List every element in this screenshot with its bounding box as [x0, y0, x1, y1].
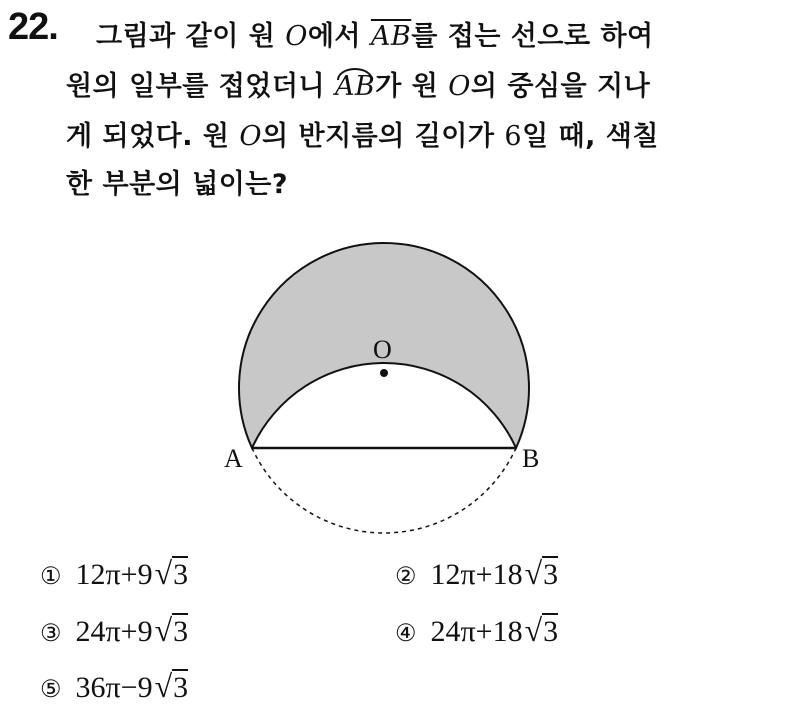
sqrt-symbol: √3: [154, 555, 189, 591]
circle-o-symbol: O: [239, 121, 263, 152]
choice-term: 36π: [75, 671, 121, 704]
circle-o-symbol: O: [285, 21, 308, 52]
radicand: 3: [173, 558, 189, 591]
choice-term: 12π: [430, 558, 476, 591]
question-text: 의 반지름의 길이가: [262, 121, 505, 152]
choice-3[interactable]: [40, 612, 188, 649]
question-text: 에서: [307, 21, 371, 52]
question-text: 를 접는 선으로 하여: [411, 21, 654, 52]
dashed-lower-arc: [252, 448, 516, 533]
radicand: 3: [543, 558, 559, 591]
sqrt-symbol: √3: [154, 612, 189, 648]
choice-term: 24π: [430, 615, 476, 648]
question-text: 게 되었다. 원: [66, 121, 240, 152]
choice-coefficient: 18: [492, 615, 523, 648]
choice-term: 12π: [75, 558, 121, 591]
radicand: 3: [173, 615, 189, 648]
arc-ab-symbol: AB: [334, 71, 376, 102]
radicand: 3: [173, 671, 189, 704]
circle-o-symbol: O: [448, 71, 471, 102]
question-text: 그림과 같이 원: [96, 21, 286, 52]
choice-number: ⑤: [40, 677, 62, 703]
choice-1[interactable]: [40, 555, 188, 592]
label-a: A: [224, 444, 243, 473]
label-o: O: [373, 335, 392, 364]
question-number: 22.: [8, 6, 58, 48]
choice-operator: +: [475, 615, 493, 648]
radius-value: 6: [504, 121, 523, 152]
folded-circle-figure: [200, 205, 600, 535]
choice-number: ①: [40, 564, 62, 590]
center-point: [380, 369, 388, 377]
choice-2[interactable]: [395, 555, 558, 592]
question-text: 가 원: [375, 71, 449, 102]
choice-5[interactable]: [40, 668, 188, 705]
choice-number: ③: [40, 621, 62, 647]
label-b: B: [522, 444, 540, 473]
choice-4[interactable]: [395, 612, 558, 649]
choice-coefficient: 9: [137, 558, 153, 591]
choice-term: 24π: [75, 615, 121, 648]
question-text: 의 중심을 지나: [470, 71, 651, 102]
choice-operator: −: [120, 671, 138, 704]
question-line-3: [66, 114, 659, 153]
choice-coefficient: 9: [137, 615, 153, 648]
choice-coefficient: 9: [137, 671, 153, 704]
choice-operator: +: [475, 558, 493, 591]
segment-ab-symbol: $\overline{AB}$: [370, 21, 412, 52]
sqrt-symbol: √3: [524, 612, 559, 648]
question-text: 원의 일부를 접었더니: [66, 71, 335, 102]
choice-number: ④: [395, 621, 417, 647]
question-line-2: [66, 64, 650, 103]
question-text: 한 부분의 넓이는?: [66, 169, 289, 200]
radicand: 3: [543, 615, 559, 648]
question-text: 일 때, 색칠: [522, 121, 659, 152]
choice-coefficient: 18: [492, 558, 523, 591]
choice-number: ②: [395, 564, 417, 590]
sqrt-symbol: √3: [154, 668, 189, 704]
question-line-4: [66, 162, 288, 201]
choice-operator: +: [120, 615, 138, 648]
question-line-1: [96, 14, 654, 53]
sqrt-symbol: √3: [524, 555, 559, 591]
choice-operator: +: [120, 558, 138, 591]
